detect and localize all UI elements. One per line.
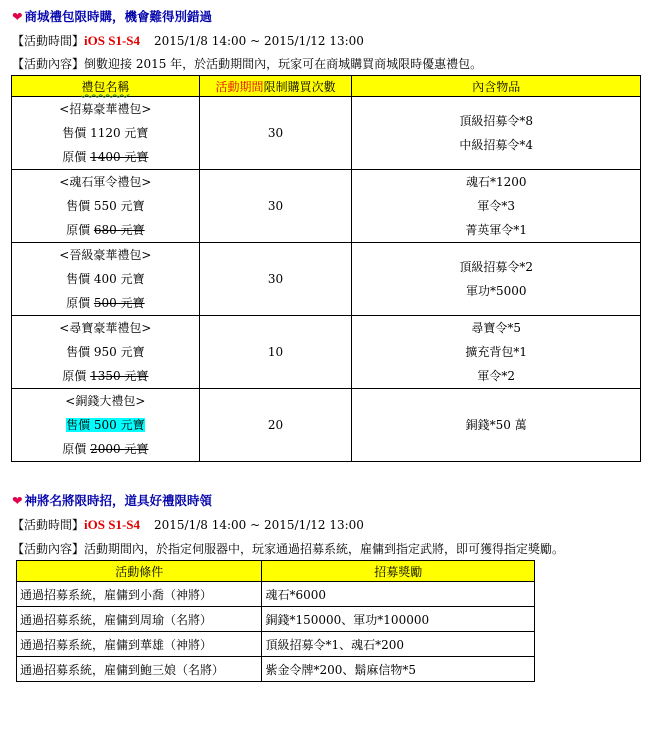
section1-content-line xyxy=(12,55,482,72)
gift-pack-table xyxy=(11,75,641,462)
time-label: 【活動時間】 xyxy=(12,34,85,48)
heart-icon: ❤ xyxy=(12,9,23,24)
header-limit: 活動期間限制購買次數 xyxy=(199,76,352,97)
pack-items-cell xyxy=(352,170,641,243)
section2-content-line xyxy=(12,540,564,557)
reward-row xyxy=(17,632,535,657)
content-label: 【活動內容】 xyxy=(12,57,85,71)
pack-name-cell xyxy=(12,97,200,170)
pack-item: 銅錢*50 萬 xyxy=(465,418,527,432)
reward-value: 銅錢*150000、軍功*100000 xyxy=(262,607,535,632)
gift-pack-row xyxy=(12,389,641,462)
pack-price: 售價 550 元寶 xyxy=(66,199,145,213)
gift-pack-row xyxy=(12,316,641,389)
pack-item: 中級招募令*4 xyxy=(459,138,534,152)
reward-row xyxy=(17,582,535,607)
reward-value: 魂石*6000 xyxy=(262,582,535,607)
server-label: iOS S1-S4 xyxy=(84,517,141,532)
server-label: iOS S1-S4 xyxy=(84,33,141,48)
pack-item: 魂石*1200 xyxy=(465,175,527,189)
pack-name-cell xyxy=(12,170,200,243)
pack-item: 頂級招募令*8 xyxy=(459,114,534,128)
pack-limit: 20 xyxy=(199,389,352,462)
pack-items-cell xyxy=(352,389,641,462)
pack-original-price: 原價 680 元寶 xyxy=(66,223,145,237)
section1-time-line xyxy=(12,32,364,49)
reward-value: 頂級招募令*1、魂石*200 xyxy=(262,632,535,657)
pack-original-price: 原價 2000 元寶 xyxy=(62,442,149,456)
pack-name: <尋寶豪華禮包> xyxy=(59,321,152,335)
content-label: 【活動內容】 xyxy=(12,542,85,556)
pack-item: 頂級招募令*2 xyxy=(459,260,534,274)
pack-price: 售價 950 元寶 xyxy=(66,345,145,359)
header-condition: 活動條件 xyxy=(17,561,262,582)
pack-original-price: 原價 500 元寶 xyxy=(66,296,145,310)
pack-items-cell xyxy=(352,243,641,316)
time-value: 2015/1/8 14:00 ~ 2015/1/12 13:00 xyxy=(154,518,364,532)
pack-items-cell xyxy=(352,97,641,170)
pack-item: 軍令*3 xyxy=(477,199,516,213)
header-items: 內含物品 xyxy=(352,76,641,97)
gift-pack-row xyxy=(12,170,641,243)
pack-name: <銅錢大禮包> xyxy=(65,394,146,408)
reward-condition: 通過招募系統，雇傭到華雄（神將） xyxy=(17,632,262,657)
pack-item: 尋寶令*5 xyxy=(471,321,522,335)
pack-item: 軍功*5000 xyxy=(465,284,527,298)
time-value: 2015/1/8 14:00 ~ 2015/1/12 13:00 xyxy=(154,34,364,48)
reward-row xyxy=(17,607,535,632)
reward-condition: 通過招募系統，雇傭到小喬（神將） xyxy=(17,582,262,607)
pack-original-price: 原價 1400 元寶 xyxy=(62,150,149,164)
time-label: 【活動時間】 xyxy=(12,518,85,532)
pack-name: <招募豪華禮包> xyxy=(59,102,152,116)
pack-original-price: 原價 1350 元寶 xyxy=(62,369,149,383)
content-text: 倒數迎接 2015 年，於活動期間內，玩家可在商城購買商城限時優惠禮包。 xyxy=(84,57,483,71)
pack-price: 售價 400 元寶 xyxy=(66,272,145,286)
section2-title-text: 神將名將限時招，道具好禮限時領 xyxy=(24,493,212,508)
pack-items-cell xyxy=(352,316,641,389)
pack-name: <魂石軍令禮包> xyxy=(59,175,152,189)
pack-limit: 30 xyxy=(199,170,352,243)
reward-row xyxy=(17,657,535,682)
section1-title xyxy=(12,7,212,25)
pack-name: <晉級豪華禮包> xyxy=(59,248,152,262)
section2-title xyxy=(12,491,212,509)
pack-item: 軍令*2 xyxy=(477,369,516,383)
section1-title-text: 商城禮包限時購，機會難得別錯過 xyxy=(24,9,212,24)
pack-limit: 10 xyxy=(199,316,352,389)
pack-price: 售價 500 元寶 xyxy=(66,418,145,432)
pack-price: 售價 1120 元寶 xyxy=(62,126,149,140)
recruit-reward-table xyxy=(16,560,535,682)
pack-item: 擴充背包*1 xyxy=(465,345,528,359)
pack-name-cell xyxy=(12,243,200,316)
pack-limit: 30 xyxy=(199,97,352,170)
pack-name-cell xyxy=(12,389,200,462)
pack-name-cell xyxy=(12,316,200,389)
section2-time-line xyxy=(12,516,364,533)
pack-limit: 30 xyxy=(199,243,352,316)
gift-pack-row xyxy=(12,97,641,170)
heart-icon: ❤ xyxy=(12,493,23,508)
header-pack-name: 禮包名稱 xyxy=(12,76,200,97)
pack-item: 菁英軍令*1 xyxy=(465,223,528,237)
reward-condition: 通過招募系統，雇傭到鮑三娘（名將） xyxy=(17,657,262,682)
reward-condition: 通過招募系統，雇傭到周瑜（名將） xyxy=(17,607,262,632)
gift-pack-row xyxy=(12,243,641,316)
reward-value: 紫金令牌*200、鬍麻信物*5 xyxy=(262,657,535,682)
header-reward: 招募獎勵 xyxy=(262,561,535,582)
content-text: 活動期間內，於指定伺服器中，玩家通過招募系統，雇傭到指定武將，即可獲得指定獎勵。 xyxy=(84,542,565,556)
